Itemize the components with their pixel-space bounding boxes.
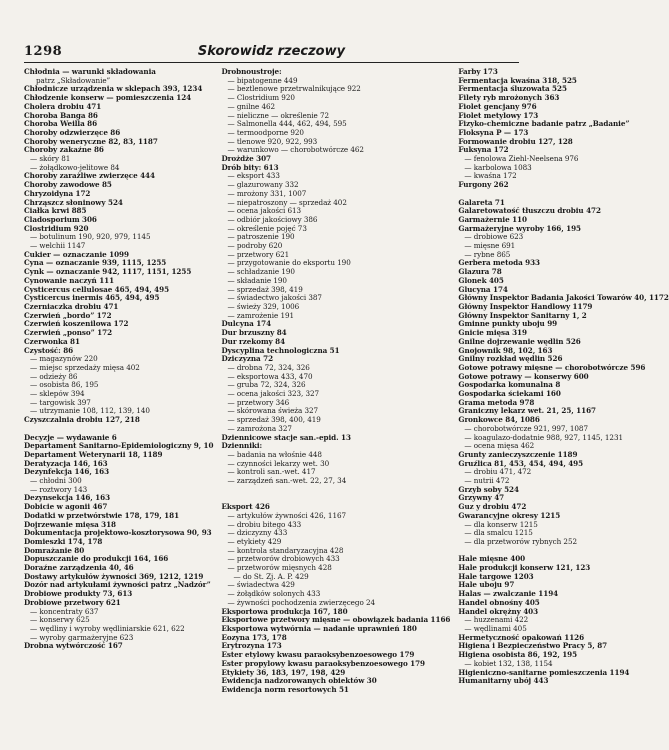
index-entry: — eksportowa 433, 470 xyxy=(227,371,313,381)
index-entry: — bipatogenne 449 xyxy=(227,75,298,85)
index-entry: Guz y drobiu 472 xyxy=(458,502,527,512)
index-entry: — magazynów 220 xyxy=(30,354,98,364)
index-entry: Etykiety 36, 183, 197, 198, 429 xyxy=(221,667,346,677)
index-entry: — określenie pojęć 73 xyxy=(227,223,307,233)
index-entry: — gruba 72, 324, 326 xyxy=(227,380,306,390)
index-entry: — świadectwa 429 xyxy=(227,580,295,590)
index-entry: — żołądkowo-jelitowe 84 xyxy=(30,162,120,172)
index-entry: Fizyko-chemiczne badanie patrz „Badanie” xyxy=(458,119,630,129)
index-entry: Hale mięsne 400 xyxy=(458,554,526,564)
index-entry: Fuksyna 172 xyxy=(458,145,509,155)
index-entry: Dobicie w agonii 467 xyxy=(24,502,108,512)
index-entry: — odzieży 86 xyxy=(30,371,78,381)
index-entry: Cynowanie naczyń 111 xyxy=(24,275,115,285)
index-entry: Dokumentacja projektowo-kosztorysowa 90, 93 xyxy=(24,528,212,538)
index-entry: — koagulazo-dodatnie 988, 927, 1145, 1231 xyxy=(464,432,624,442)
index-entry: Choroby zarażliwe zwierzęce 444 xyxy=(24,171,155,181)
index-entry: — ocena mięsa 462 xyxy=(464,441,535,451)
index-entry: — osobista 86, 195 xyxy=(30,380,99,390)
index-entry: — gnilne 462 xyxy=(227,101,276,111)
index-entry: Formowanie drobiu 127, 128 xyxy=(458,136,573,146)
index-entry: — utrzymanie 108, 112, 139, 140 xyxy=(30,406,150,416)
index-entry: Chłodnia — warunki składowania xyxy=(24,67,156,76)
index-entry: Główny Inspektor Badania Jakości Towarów 40, 1172 xyxy=(458,293,669,303)
index-column-1 xyxy=(24,68,213,742)
index-entry: Garmażeryjne wyroby 166, 195 xyxy=(458,223,581,233)
index-entry: Galareta 71 xyxy=(458,197,505,207)
index-entry: — dla przetworów rybnych 252 xyxy=(464,536,577,546)
index-entry: Chłodnicze urządzenia w sklepach 393, 1234 xyxy=(24,84,203,94)
index-entry: Dozór nad artykułami żywności patrz „Nadzór” xyxy=(24,580,211,590)
index-entry: Ester propylowy kwasu paraoksybenzoesowego 179 xyxy=(221,658,425,668)
index-entry: Eksportowa wytwórnia — nadanie uprawnień 180 xyxy=(221,624,417,633)
index-entry: — dziczyzny 433 xyxy=(227,528,288,538)
index-entry: Decyzje — wydawanie 6 xyxy=(24,432,117,442)
index-entry: Gronkowce 84, 1086 xyxy=(458,415,540,425)
index-entry: Domrażanie 80 xyxy=(24,545,85,555)
index-entry: Gospodarka ściekami 160 xyxy=(458,389,561,399)
index-entry: Drób bity: 613 xyxy=(221,162,279,172)
index-entry: Dodatki w przetwórstwie 178, 179, 181 xyxy=(24,510,180,520)
index-entry: Dopuszczanie do produkcji 164, 166 xyxy=(24,554,169,564)
index-entry: Eksportowa produkcja 167, 180 xyxy=(221,606,348,616)
index-entry: Hermetyczność opakowań 1126 xyxy=(458,632,585,642)
index-entry: — drobiowe 623 xyxy=(464,232,524,242)
index-entry: patrz „Składowanie” xyxy=(36,75,111,85)
page-number: 1298 xyxy=(24,44,63,59)
index-column-2 xyxy=(221,68,450,742)
index-entry: — etykiety 429 xyxy=(227,536,282,546)
index-entry: Furgony 262 xyxy=(458,180,509,190)
index-entry: — huzzenami 422 xyxy=(464,615,529,625)
index-entry: Chryzoidyna 172 xyxy=(24,188,91,198)
index-entry: Drobiowe produkty 73, 613 xyxy=(24,589,133,599)
index-entry: Czyszczalnia drobiu 127, 218 xyxy=(24,415,140,425)
index-entry: Eksportowe przetwory mięsne — obowiązek badania 1166 xyxy=(221,615,451,625)
index-entry: Cladosporium 306 xyxy=(24,214,97,224)
index-entry: Choroby odzwierzęce 86 xyxy=(24,127,121,137)
index-entry: Halas — zwalczanie 1194 xyxy=(458,589,559,599)
index-entry: — ocena jakości 323, 327 xyxy=(227,389,320,399)
index-entry: — fenolowa Ziehl-Neelsena 976 xyxy=(464,154,579,164)
index-entry: — chłodni 300 xyxy=(30,476,82,486)
index-entry: — zamrożona 327 xyxy=(227,423,292,433)
index-entry: — składanie 190 xyxy=(227,275,287,285)
index-entry: Chrząszcz słoninowy 524 xyxy=(24,197,123,207)
index-entry: Gnilny rozkład wędlin 526 xyxy=(458,354,563,364)
index-entry: — targowisk 397 xyxy=(30,397,91,407)
index-entry: Gwarancyjne okresy 1215 xyxy=(458,510,561,520)
index-entry: — nieliczne — określenie 72 xyxy=(227,110,330,120)
index-entry: Główny Inspektor Handlowy 1179 xyxy=(458,301,593,311)
index-entry: Dur brzuszny 84 xyxy=(221,328,287,338)
index-entry: — kontroli san.-wet. 417 xyxy=(227,467,316,477)
index-entry: Grzywny 47 xyxy=(458,493,505,503)
index-entry: — badania na włośnie 448 xyxy=(227,449,322,459)
index-entry: — skórowana świeża 327 xyxy=(227,406,319,416)
index-entry: — sprzedaż 398, 419 xyxy=(227,284,303,294)
index-entry: — przetworów drobiowych 433 xyxy=(227,554,340,564)
index-entry: — skóry 81 xyxy=(30,154,71,164)
index-entry: Gerbera metoda 933 xyxy=(458,258,540,268)
index-entry: — welchii 1147 xyxy=(30,241,86,251)
index-entry: Cholera drobiu 471 xyxy=(24,101,102,111)
index-entry xyxy=(221,486,450,495)
index-entry: — przetwory 621 xyxy=(227,249,290,259)
index-entry: — przygotowanie do eksportu 190 xyxy=(227,258,351,268)
index-columns xyxy=(24,67,669,742)
index-entry: — świeży 329, 1006 xyxy=(227,301,300,311)
index-entry: Choroba Banga 86 xyxy=(24,110,98,120)
index-entry: Drobnoustroje: xyxy=(221,67,282,76)
index-entry: Erytrozyna 173 xyxy=(221,641,282,651)
index-entry: Dezynsekcja 146, 163 xyxy=(24,493,111,503)
index-entry: Dur rzekomy 84 xyxy=(221,336,286,346)
index-entry: Hale produkcji konserw 121, 123 xyxy=(458,563,591,573)
index-entry: — patroszenie 190 xyxy=(227,232,295,242)
index-entry: Główny Inspektor Sanitarny 1, 2 xyxy=(458,310,587,320)
index-entry: Eksport 426 xyxy=(221,502,270,512)
index-entry: Grama metoda 978 xyxy=(458,397,535,407)
index-entry: — glazurowany 332 xyxy=(227,180,299,190)
index-entry: — miejsc sprzedaży mięsa 402 xyxy=(30,362,140,372)
index-entry: Drobna wytwórczość 167 xyxy=(24,641,123,651)
index-entry: — dla konserw 1215 xyxy=(464,519,538,529)
index-entry: Drożdże 307 xyxy=(221,154,271,164)
index-entry: — do St. Zj. A. P. 429 xyxy=(233,571,309,581)
index-entry: Gnojownik 98, 102, 163 xyxy=(458,345,553,355)
index-entry: Choroby weneryczne 82, 83, 1187 xyxy=(24,136,158,146)
index-entry: — botulinum 190, 920, 979, 1145 xyxy=(30,232,151,242)
index-entry: Departament Weterynarii 18, 1189 xyxy=(24,449,163,459)
index-entry: — chorobotwórcze 921, 997, 1087 xyxy=(464,423,588,433)
index-entry: Gospodarka komunalna 8 xyxy=(458,380,561,390)
index-entry: Glazura 78 xyxy=(458,267,502,277)
index-entry: — eksport 433 xyxy=(227,171,280,181)
index-entry: Czerwień koszenilowa 172 xyxy=(24,319,129,329)
index-entry: Gotowe potrawy — konserwy 600 xyxy=(458,371,589,381)
index-entry: Domieszki 174, 178 xyxy=(24,536,103,546)
index-entry: Fiolet gencjany 976 xyxy=(458,101,537,111)
index-entry: Departament Sanitarno-Epidemiologiczny 9, 10 xyxy=(24,441,214,451)
index-entry: Cyna — oznaczanie 939, 1115, 1255 xyxy=(24,258,167,268)
index-entry: — koncentraty 637 xyxy=(30,606,99,616)
index-entry: — wyroby garmażeryjne 623 xyxy=(30,632,134,642)
index-entry: Higieniczno-sanitarne pomieszczenia 1194 xyxy=(458,667,630,677)
index-entry: — roztwory 143 xyxy=(30,484,88,494)
index-entry: — wędliny i wyroby wędliniarskie 621, 622 xyxy=(30,624,185,633)
index-entry: — dla smalcu 1215 xyxy=(464,528,533,538)
index-entry: Czerniaczka drobiu 471 xyxy=(24,301,119,311)
index-entry: — drobiu 471, 472 xyxy=(464,467,532,477)
index-entry: Gnilne dojrzewanie wędlin 526 xyxy=(458,336,581,346)
index-entry: Fermentacja śluzowata 525 xyxy=(458,84,567,94)
index-entry: — drobiu bitego 433 xyxy=(227,519,302,529)
index-entry: Cukier — oznaczanie 1099 xyxy=(24,249,129,259)
index-entry: — beztlenowe przetrwalnikujące 922 xyxy=(227,84,361,94)
index-entry: Grzyb soby 524 xyxy=(458,484,519,494)
index-entry: Ester etylowy kwasu paraoksybenzoesowego 179 xyxy=(221,650,415,660)
index-entry: — odbiór jakościowy 386 xyxy=(227,214,318,224)
index-entry: — Clostridium 920 xyxy=(227,93,295,103)
index-entry: Dojrzewanie mięsa 318 xyxy=(24,519,117,529)
index-entry: Cysticercus inermis 465, 494, 495 xyxy=(24,293,160,303)
index-entry: — podroby 620 xyxy=(227,241,283,251)
index-entry: — kobiet 132, 138, 1154 xyxy=(464,658,553,668)
index-entry: Higiena i Bezpieczeństwo Pracy 5, 87 xyxy=(458,641,608,651)
index-entry: Handel okrężny 403 xyxy=(458,606,539,616)
index-entry: Fiolet metylowy 173 xyxy=(458,110,539,120)
index-entry: Higiena osobista 86, 192, 195 xyxy=(458,650,578,660)
index-entry: Czerwień „ponso” 172 xyxy=(24,328,113,338)
index-entry: Floksyna P — 173 xyxy=(458,127,529,137)
index-entry: Doraźne zarządzenia 40, 46 xyxy=(24,563,134,573)
index-entry: — nutrii 472 xyxy=(464,476,510,486)
index-entry: — mrożony 331, 1007 xyxy=(227,188,307,198)
index-entry: — zarządzeń san.-wet. 22, 27, 34 xyxy=(227,476,347,486)
index-entry: Drobiowe przetwory 621 xyxy=(24,597,121,607)
index-entry: Czystość: 86 xyxy=(24,345,74,355)
page-title: Skorowidz rzeczowy xyxy=(197,44,346,59)
index-entry: — termoodporne 920 xyxy=(227,127,304,137)
index-entry: Czerwonka 81 xyxy=(24,336,80,346)
index-entry: Dziennicowe stacje san.-epid. 13 xyxy=(221,432,351,442)
index-entry: Humanitarny ubój 443 xyxy=(458,676,549,686)
index-entry: — drobna 72, 324, 326 xyxy=(227,362,310,372)
index-entry: Ewidencja nadzorowanych obiektów 30 xyxy=(221,676,377,686)
index-entry: Dziczyzna 72 xyxy=(221,354,274,364)
index-entry: Graniczny lekarz wet. 21, 25, 1167 xyxy=(458,406,596,416)
index-entry: — kwaśna 172 xyxy=(464,171,517,181)
index-entry: — mięsne 691 xyxy=(464,241,516,251)
index-entry: — konserwy 625 xyxy=(30,615,90,625)
index-entry: Glucyna 174 xyxy=(458,284,508,294)
index-entry: Choroba Weilla 86 xyxy=(24,119,98,129)
index-entry: Cynk — oznaczanie 942, 1117, 1151, 1255 xyxy=(24,267,192,277)
index-entry: Ewidencja norm resortowych 51 xyxy=(221,684,349,694)
index-entry: — sklepów 394 xyxy=(30,389,85,399)
index-entry: — zamrożenie 191 xyxy=(227,310,295,320)
index-entry: Dezynfekcja 146, 163 xyxy=(24,467,110,477)
index-entry: — rybne 865 xyxy=(464,249,511,259)
index-entry: Handel obnośny 405 xyxy=(458,597,540,607)
index-entry: Czerwień „bordo” 172 xyxy=(24,310,112,320)
index-entry: — przetwory 346 xyxy=(227,397,290,407)
index-entry: Chłodzenie konserw — pomieszczenia 124 xyxy=(24,93,192,103)
index-entry: — żywności pochodzenia zwierzęcego 24 xyxy=(227,597,375,607)
index-entry: — ocena jakości 613 xyxy=(227,206,302,216)
index-entry: Gotowe potrawy mięsne — chorobotwórcze 596 xyxy=(458,362,646,372)
index-entry: Hale targowe 1203 xyxy=(458,571,534,581)
index-entry: Gminne punkty uboju 99 xyxy=(458,319,558,329)
index-entry: Choroby zakaźne 86 xyxy=(24,145,104,155)
index-entry: — żołądków solonych 433 xyxy=(227,589,321,599)
index-entry: — tlenowe 920, 922, 993 xyxy=(227,136,318,146)
index-entry: Galaretowatość tłuszczu drobiu 472 xyxy=(458,206,601,216)
index-entry: Deratyzacja 146, 163 xyxy=(24,458,108,468)
index-entry: Garmażernie 110 xyxy=(458,214,527,224)
index-entry: — czynności lekarzy wet. 30 xyxy=(227,458,330,468)
index-entry: Dulcyna 174 xyxy=(221,319,272,329)
index-column-3 xyxy=(458,68,668,742)
index-entry: — karbolowa 1083 xyxy=(464,162,532,172)
index-entry: Glonek 405 xyxy=(458,275,504,285)
index-entry: — niepatroszony — sprzedaż 402 xyxy=(227,197,347,207)
index-entry: — świadectwo jakości 387 xyxy=(227,293,322,303)
index-entry: — artykułów żywności 426, 1167 xyxy=(227,510,347,520)
index-entry: Gnicie mięsa 319 xyxy=(458,328,527,338)
index-entry: — przetworów mięsnych 428 xyxy=(227,563,332,573)
index-entry: — schładzanie 190 xyxy=(227,267,295,277)
index-entry: Ciałka krwi 885 xyxy=(24,206,87,216)
index-entry: Cysticercus cellulosae 465, 494, 495 xyxy=(24,284,170,294)
index-entry: Clostridium 920 xyxy=(24,223,89,233)
index-entry: Dostawy artykułów żywności 369, 1212, 1219 xyxy=(24,571,204,581)
index-entry: — warunkowo — chorobotwórcze 462 xyxy=(227,145,364,155)
index-entry: Filety ryb mrożonych 363 xyxy=(458,93,560,103)
index-entry: Hale uboju 97 xyxy=(458,580,515,590)
index-entry: Choroby zawodowe 85 xyxy=(24,180,112,190)
index-entry: — sprzedaż 398, 400, 419 xyxy=(227,415,321,425)
index-entry: Dyscyplina technologiczna 51 xyxy=(221,345,340,355)
index-entry: Gruźlica 81, 453, 454, 494, 495 xyxy=(458,458,584,468)
index-entry: Grunty zanieczyszczenie 1189 xyxy=(458,449,578,459)
index-entry: — Salmonella 444, 462, 494, 595 xyxy=(227,119,347,129)
index-entry: — kontrola standaryzacyjna 428 xyxy=(227,545,344,555)
index-entry: — wędlinami 405 xyxy=(464,624,527,633)
index-entry: Fermentacja kwaśna 318, 525 xyxy=(458,75,577,85)
index-entry: Eozyna 173, 178 xyxy=(221,632,287,642)
page-header xyxy=(24,40,519,63)
index-entry: Dzienniki: xyxy=(221,441,263,451)
index-entry: Farby 173 xyxy=(458,67,498,76)
